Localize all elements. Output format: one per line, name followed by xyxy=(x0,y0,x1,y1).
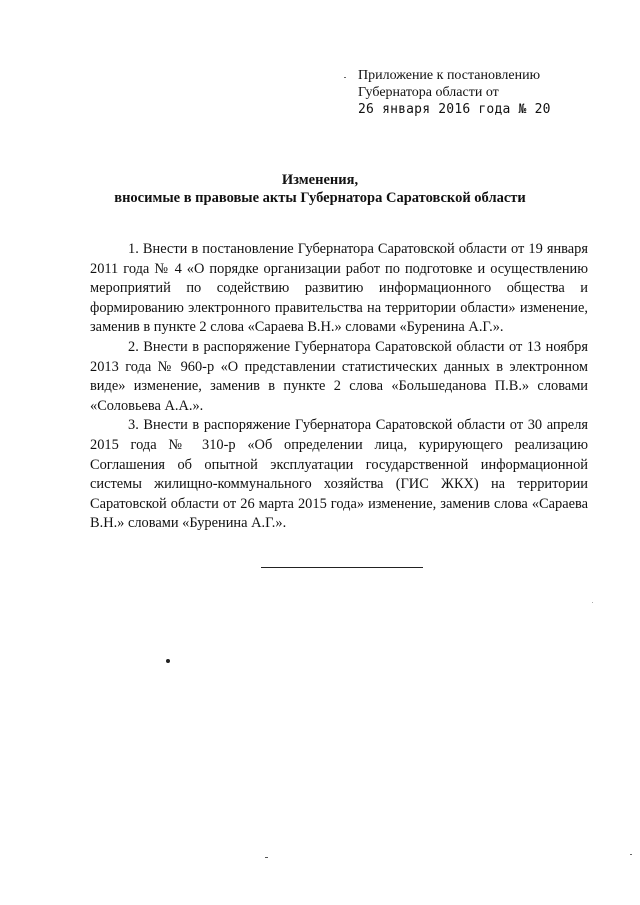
scan-speck xyxy=(344,77,346,78)
separator-line xyxy=(261,567,423,568)
document-title: Изменения, xyxy=(281,172,359,188)
scan-speck xyxy=(630,854,632,855)
paragraph-3: 3. Внести в распоряжение Губернатора Саратовской области от 30 апреля 2015 года № 310-р «Об определении лица, курирующего реализацию Соглашения об опытной эксплуатации государственной информационной системы жилищно-коммунального хозяйства (ГИС ЖКХ) на территории Саратовской области от 26 марта 2015 года» изменение, заменив слова «Сараева В.Н.» словами «Буренина А.Г.». xyxy=(90,417,588,532)
scan-speck xyxy=(265,857,268,858)
scan-speck xyxy=(166,659,170,663)
appendix-header xyxy=(358,67,551,118)
paragraph-2: 2. Внести в распоряжение Губернатора Саратовской области от 13 ноября 2013 года № 960-р «О представлении статистических данных в электронном виде» изменение, заменив в пункте 2 слова «Большеданова П.В.» словами «Соловьева А.А.». xyxy=(90,338,588,414)
document-subtitle: вносимые в правовые акты Губернатора Саратовской области xyxy=(114,190,526,206)
appendix-line-2: Губернатора области от xyxy=(358,85,499,100)
appendix-line-3: 26 января 2016 года № 20 xyxy=(358,102,551,117)
appendix-line-1: Приложение к постановлению xyxy=(358,68,541,83)
scan-speck xyxy=(592,602,593,603)
paragraph-1: 1. Внести в постановление Губернатора Саратовской области от 19 января 2011 года № 4 «О порядке организации работ по подготовке и осуществлению мероприятий по содействию развитию информационного общества и формированию электронного правительства на территории области» изменение, заменив в пункте 2 слова «Сараева В.Н.» словами «Буренина А.Г.». xyxy=(90,241,588,336)
document-body xyxy=(90,240,588,534)
